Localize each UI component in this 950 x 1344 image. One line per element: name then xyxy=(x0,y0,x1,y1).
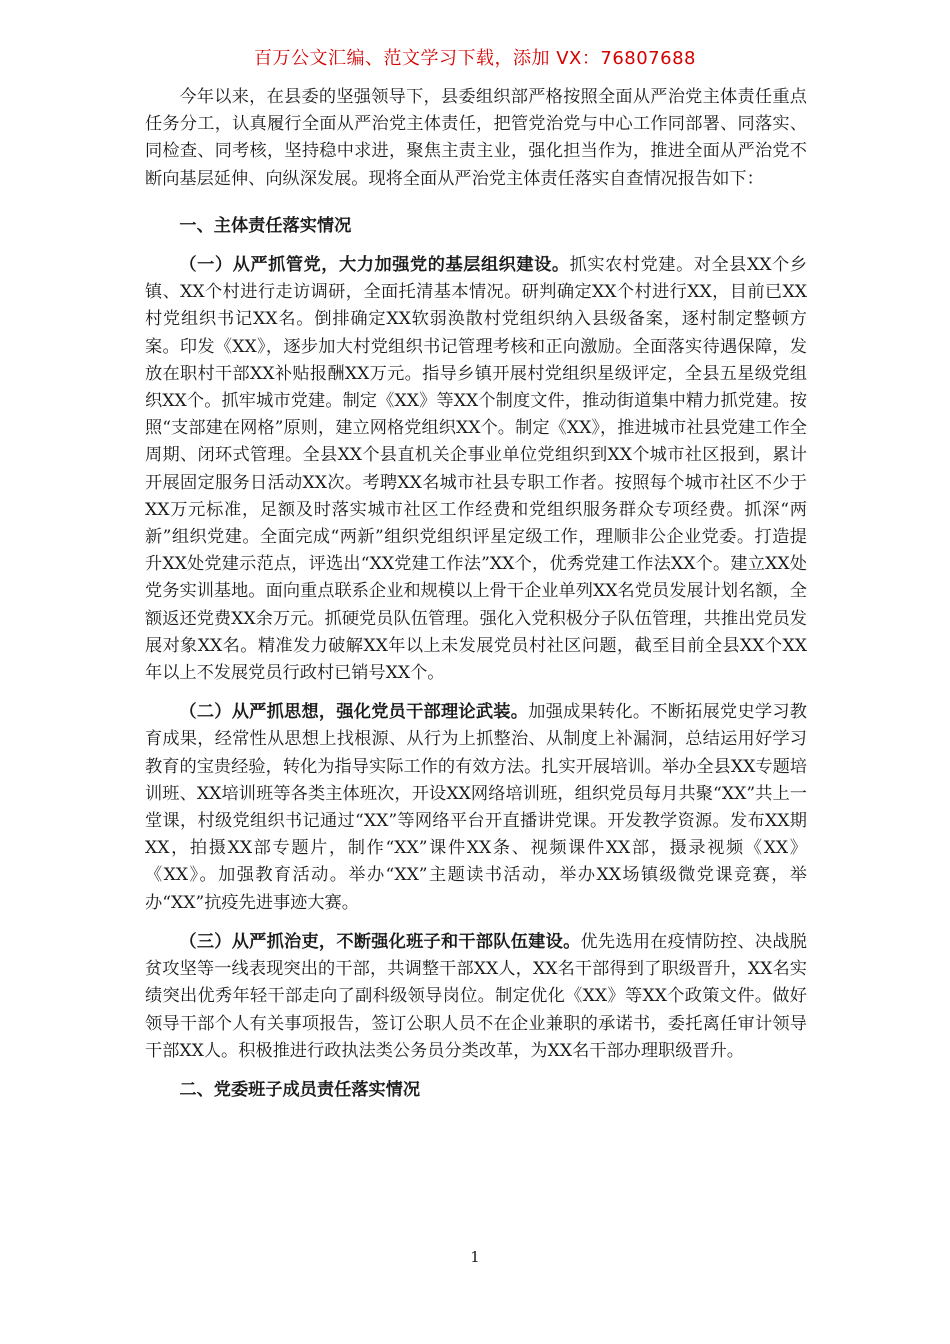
subsection-paragraph-3 xyxy=(145,929,807,1065)
subsection-body-3: 优先选用在疫情防控、决战脱贫攻坚等一线表现突出的干部，共调整干部XX人，XX名干部得到了职级晋升，XX名实绩突出优秀年轻干部走向了副科级领导岗位。制定优化《XX》等XX个政策文件。做好领导干部个人有关事项报告，签订公职人员不在企业兼职的承诺书，委托离任审计领导干部XX人。积极推进行政执法类公务员分类改革，为XX名干部办理职级晋升。 xyxy=(145,931,807,1061)
section-heading-1: 一、主体责任落实情况 xyxy=(179,215,352,236)
intro-paragraph: 今年以来，在县委的坚强领导下，县委组织部严格按照全面从严治党主体责任重点任务分工，认真履行全面从严治党主体责任，把管党治党与中心工作同部署、同落实、同检查、同考核，坚持稳中求进，聚焦主责主业，强化担当作为，推进全面从严治党不断向基层延伸、向纵深发展。现将全面从严治党主体责任落实自查情况报告如下： xyxy=(145,87,807,189)
subsection-heading-3: （三）从严抓治吏，不断强化班子和干部队伍建设。 xyxy=(179,931,581,952)
subsection-heading-1: （一）从严抓管党，大力加强党的基层组织建设。 xyxy=(179,255,570,276)
page-number: 1 xyxy=(470,1248,480,1266)
subsection-paragraph-2 xyxy=(145,699,807,917)
subsection-body-1: 抓实农村党建。对全县XX个乡镇、XX个村进行走访调研，全面托清基本情况。研判确定XX个村进行XX，目前已XX村党组织书记XX名。倒排确定XX软弱涣散村党组织纳入县级备案，逐村制定整顿方案。印发《XX》，逐步加大村党组织书记管理考核和正向激励。全面落实待遇保障，发放在职村干部XX补贴报酬XX万元。指导乡镇开展村党组织星级评定，全县五星级党组织XX个。抓牢城市党建。制定《XX》等XX个制度文件，推动街道集中精力抓党建。按照“支部建在网格”原则，建立网格党组织XX个。制定《XX》，推进城市社县党建工作全周期、闭环式管理。全县XX个县直机关企事业单位党组织到XX个城市社区报到，累计开展固定服务日活动XX次。考聘XX名城市社县专职工作者。按照每个城市社区不少于XX万元标准，足额及时落实城市社区工作经费和党组织服务群众专项经费。抓深“两新”组织党建。全面完成“两新”组织党组织评星定级工作，理顺非公企业党委。打造提升XX处党建示范点，评选出“XX党建工作法”XX个，优秀党建工作法XX个。建立XX处党务实训基地。面向重点联系企业和规模以上骨干企业单列XX名党员发展计划名额，全额返还党费XX余万元。抓硬党员队伍管理。强化入党积极分子队伍管理，共推出党员发展对象XX名。精准发力破解XX年以上未发展党员村社区问题，截至目前全县XX个XX年以上不发展党员行政村已销号XX个。 xyxy=(145,255,807,684)
header-banner: 百万公文汇编、范文学习下载，添加 VX：76807688 xyxy=(254,48,696,69)
subsection-heading-2: （二）从严抓思想，强化党员干部理论武装。 xyxy=(179,702,529,723)
subsection-body-2: 加强成果转化。不断拓展党史学习教育成果，经常性从思想上找根源、从行为上抓整治、从制度上补漏洞，总结运用好学习教育的宝贵经验，转化为指导实际工作的有效方法。扎实开展培训。举办全县XX专题培训班、XX培训班等各类主体班次，开设XX网络培训班，组织党员每月共聚“XX”共上一堂课，村级党组织书记通过“XX”等网络平台开直播讲党课。开发教学资源。发布XX期XX，拍摄XX部专题片，制作“XX”课件XX条、视频课件XX部，摄录视频《XX》《XX》。加强教育活动。举办“XX”主题读书活动，举办XX场镇级微党课竞赛，举办“XX”抗疫先进事迹大赛。 xyxy=(145,702,807,913)
subsection-paragraph-1 xyxy=(145,252,807,687)
section-heading-2: 二、党委班子成员责任落实情况 xyxy=(179,1079,421,1100)
document-body xyxy=(145,84,807,1104)
